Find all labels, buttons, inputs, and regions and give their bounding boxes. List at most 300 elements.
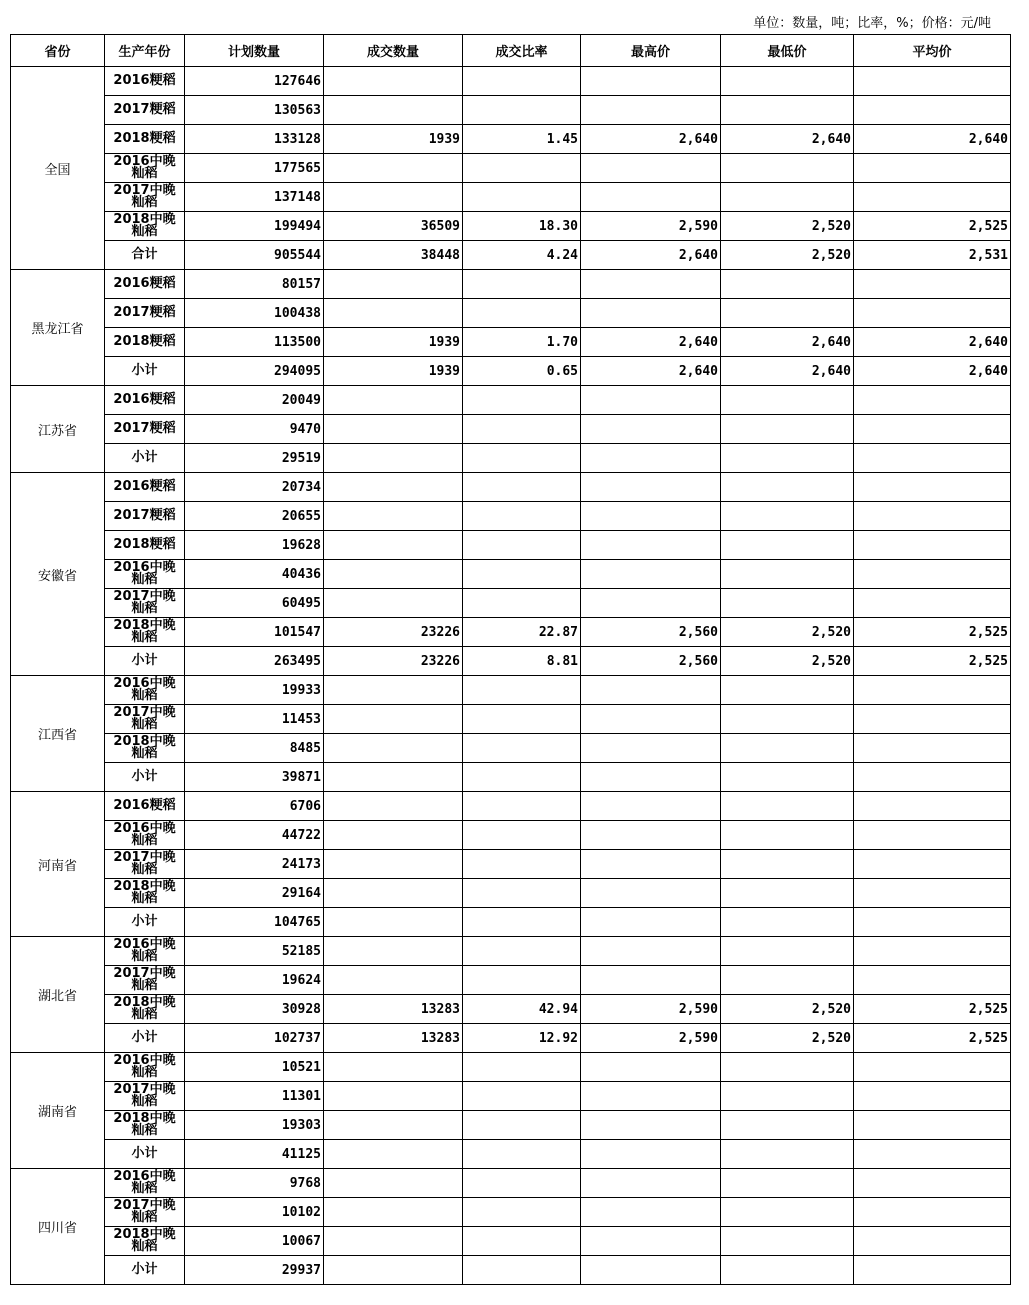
avg-cell bbox=[854, 705, 1011, 734]
min-cell bbox=[721, 879, 854, 908]
year-cell: 小计 bbox=[105, 444, 185, 473]
max-cell bbox=[581, 1053, 721, 1082]
max-cell bbox=[581, 734, 721, 763]
avg-cell bbox=[854, 734, 1011, 763]
plan-cell: 263495 bbox=[185, 647, 324, 676]
province-cell: 黑龙江省 bbox=[11, 270, 105, 386]
max-cell bbox=[581, 473, 721, 502]
vol-cell bbox=[324, 1198, 463, 1227]
table-row bbox=[11, 473, 1011, 502]
ratio-cell bbox=[463, 415, 581, 444]
max-cell bbox=[581, 879, 721, 908]
ratio-cell bbox=[463, 96, 581, 125]
table-row bbox=[11, 879, 1011, 908]
ratio-cell bbox=[463, 154, 581, 183]
vol-cell bbox=[324, 1256, 463, 1285]
table-row bbox=[11, 67, 1011, 96]
plan-cell: 10521 bbox=[185, 1053, 324, 1082]
vol-cell bbox=[324, 444, 463, 473]
vol-cell bbox=[324, 560, 463, 589]
max-cell bbox=[581, 1111, 721, 1140]
table-row bbox=[11, 676, 1011, 705]
min-cell: 2,520 bbox=[721, 995, 854, 1024]
vol-cell bbox=[324, 299, 463, 328]
plan-cell: 9768 bbox=[185, 1169, 324, 1198]
year-cell: 2016中晚籼稻 bbox=[105, 1169, 185, 1198]
ratio-cell: 42.94 bbox=[463, 995, 581, 1024]
avg-cell bbox=[854, 67, 1011, 96]
vol-cell bbox=[324, 763, 463, 792]
ratio-cell bbox=[463, 821, 581, 850]
max-cell bbox=[581, 444, 721, 473]
max-cell bbox=[581, 67, 721, 96]
avg-cell bbox=[854, 821, 1011, 850]
avg-cell bbox=[854, 1111, 1011, 1140]
vol-cell: 1939 bbox=[324, 328, 463, 357]
avg-cell bbox=[854, 1053, 1011, 1082]
min-cell bbox=[721, 386, 854, 415]
vol-cell bbox=[324, 1169, 463, 1198]
max-cell bbox=[581, 386, 721, 415]
min-cell bbox=[721, 937, 854, 966]
table-body bbox=[11, 67, 1011, 1285]
plan-cell: 100438 bbox=[185, 299, 324, 328]
plan-cell: 41125 bbox=[185, 1140, 324, 1169]
ratio-cell bbox=[463, 531, 581, 560]
table-row bbox=[11, 821, 1011, 850]
plan-cell: 20049 bbox=[185, 386, 324, 415]
avg-cell bbox=[854, 444, 1011, 473]
avg-cell bbox=[854, 1256, 1011, 1285]
plan-cell: 905544 bbox=[185, 241, 324, 270]
avg-cell bbox=[854, 850, 1011, 879]
min-cell bbox=[721, 1198, 854, 1227]
year-cell: 2016粳稻 bbox=[105, 67, 185, 96]
table-row bbox=[11, 299, 1011, 328]
plan-cell: 137148 bbox=[185, 183, 324, 212]
min-cell bbox=[721, 444, 854, 473]
table-row bbox=[11, 241, 1011, 270]
avg-cell bbox=[854, 879, 1011, 908]
avg-cell bbox=[854, 560, 1011, 589]
max-cell bbox=[581, 415, 721, 444]
avg-cell bbox=[854, 415, 1011, 444]
plan-cell: 133128 bbox=[185, 125, 324, 154]
plan-cell: 11453 bbox=[185, 705, 324, 734]
min-cell bbox=[721, 966, 854, 995]
min-cell bbox=[721, 183, 854, 212]
table-row bbox=[11, 618, 1011, 647]
plan-cell: 294095 bbox=[185, 357, 324, 386]
plan-cell: 113500 bbox=[185, 328, 324, 357]
header-year: 生产年份 bbox=[105, 35, 185, 67]
avg-cell: 2,640 bbox=[854, 357, 1011, 386]
min-cell bbox=[721, 705, 854, 734]
year-cell: 2017粳稻 bbox=[105, 415, 185, 444]
vol-cell bbox=[324, 270, 463, 299]
table-row bbox=[11, 763, 1011, 792]
table-row bbox=[11, 1111, 1011, 1140]
max-cell bbox=[581, 560, 721, 589]
max-cell bbox=[581, 1256, 721, 1285]
header-deal-ratio: 成交比率 bbox=[463, 35, 581, 67]
year-cell: 2018粳稻 bbox=[105, 531, 185, 560]
ratio-cell bbox=[463, 444, 581, 473]
vol-cell bbox=[324, 415, 463, 444]
min-cell bbox=[721, 1227, 854, 1256]
avg-cell bbox=[854, 154, 1011, 183]
min-cell bbox=[721, 763, 854, 792]
ratio-cell: 1.70 bbox=[463, 328, 581, 357]
year-cell: 2017中晚籼稻 bbox=[105, 966, 185, 995]
max-cell: 2,640 bbox=[581, 328, 721, 357]
table-row bbox=[11, 589, 1011, 618]
min-cell bbox=[721, 850, 854, 879]
ratio-cell bbox=[463, 879, 581, 908]
avg-cell bbox=[854, 676, 1011, 705]
min-cell bbox=[721, 270, 854, 299]
min-cell: 2,520 bbox=[721, 241, 854, 270]
min-cell: 2,640 bbox=[721, 328, 854, 357]
table-row bbox=[11, 908, 1011, 937]
vol-cell bbox=[324, 473, 463, 502]
plan-cell: 9470 bbox=[185, 415, 324, 444]
header-avg-price: 平均价 bbox=[854, 35, 1011, 67]
year-cell: 2018中晚籼稻 bbox=[105, 212, 185, 241]
province-cell: 河南省 bbox=[11, 792, 105, 937]
ratio-cell bbox=[463, 1169, 581, 1198]
ratio-cell bbox=[463, 734, 581, 763]
plan-cell: 29164 bbox=[185, 879, 324, 908]
min-cell bbox=[721, 734, 854, 763]
max-cell bbox=[581, 676, 721, 705]
table-row bbox=[11, 1140, 1011, 1169]
avg-cell bbox=[854, 531, 1011, 560]
ratio-cell: 12.92 bbox=[463, 1024, 581, 1053]
table-row bbox=[11, 995, 1011, 1024]
vol-cell bbox=[324, 937, 463, 966]
plan-cell: 19303 bbox=[185, 1111, 324, 1140]
year-cell: 小计 bbox=[105, 1024, 185, 1053]
auction-results-table bbox=[10, 34, 1011, 1285]
avg-cell bbox=[854, 1082, 1011, 1111]
table-row bbox=[11, 531, 1011, 560]
min-cell bbox=[721, 821, 854, 850]
plan-cell: 29519 bbox=[185, 444, 324, 473]
vol-cell bbox=[324, 1227, 463, 1256]
max-cell: 2,590 bbox=[581, 212, 721, 241]
max-cell bbox=[581, 937, 721, 966]
table-row bbox=[11, 560, 1011, 589]
year-cell: 2018粳稻 bbox=[105, 328, 185, 357]
ratio-cell bbox=[463, 763, 581, 792]
plan-cell: 104765 bbox=[185, 908, 324, 937]
table-row bbox=[11, 1198, 1011, 1227]
plan-cell: 40436 bbox=[185, 560, 324, 589]
vol-cell bbox=[324, 531, 463, 560]
plan-cell: 39871 bbox=[185, 763, 324, 792]
max-cell: 2,590 bbox=[581, 1024, 721, 1053]
min-cell bbox=[721, 1169, 854, 1198]
table-row bbox=[11, 966, 1011, 995]
plan-cell: 127646 bbox=[185, 67, 324, 96]
table-row bbox=[11, 154, 1011, 183]
plan-cell: 52185 bbox=[185, 937, 324, 966]
table-row bbox=[11, 1024, 1011, 1053]
ratio-cell bbox=[463, 705, 581, 734]
max-cell bbox=[581, 1082, 721, 1111]
table-row bbox=[11, 502, 1011, 531]
ratio-cell bbox=[463, 1053, 581, 1082]
province-cell: 湖南省 bbox=[11, 1053, 105, 1169]
year-cell: 小计 bbox=[105, 357, 185, 386]
ratio-cell bbox=[463, 270, 581, 299]
ratio-cell bbox=[463, 1256, 581, 1285]
max-cell: 2,590 bbox=[581, 995, 721, 1024]
ratio-cell bbox=[463, 850, 581, 879]
vol-cell bbox=[324, 705, 463, 734]
avg-cell bbox=[854, 386, 1011, 415]
province-cell: 全国 bbox=[11, 67, 105, 270]
vol-cell bbox=[324, 67, 463, 96]
avg-cell bbox=[854, 299, 1011, 328]
table-row bbox=[11, 212, 1011, 241]
min-cell: 2,640 bbox=[721, 125, 854, 154]
vol-cell: 36509 bbox=[324, 212, 463, 241]
vol-cell: 1939 bbox=[324, 125, 463, 154]
table-row bbox=[11, 444, 1011, 473]
plan-cell: 19628 bbox=[185, 531, 324, 560]
header-province: 省份 bbox=[11, 35, 105, 67]
min-cell bbox=[721, 67, 854, 96]
min-cell bbox=[721, 502, 854, 531]
vol-cell: 38448 bbox=[324, 241, 463, 270]
year-cell: 2018中晚籼稻 bbox=[105, 1227, 185, 1256]
avg-cell: 2,525 bbox=[854, 647, 1011, 676]
avg-cell bbox=[854, 1227, 1011, 1256]
avg-cell: 2,525 bbox=[854, 1024, 1011, 1053]
avg-cell bbox=[854, 473, 1011, 502]
min-cell bbox=[721, 676, 854, 705]
avg-cell bbox=[854, 183, 1011, 212]
year-cell: 小计 bbox=[105, 763, 185, 792]
year-cell: 2017中晚籼稻 bbox=[105, 1198, 185, 1227]
year-cell: 2016中晚籼稻 bbox=[105, 676, 185, 705]
vol-cell bbox=[324, 908, 463, 937]
plan-cell: 102737 bbox=[185, 1024, 324, 1053]
max-cell: 2,640 bbox=[581, 241, 721, 270]
table-row bbox=[11, 1256, 1011, 1285]
vol-cell: 23226 bbox=[324, 647, 463, 676]
year-cell: 小计 bbox=[105, 647, 185, 676]
year-cell: 小计 bbox=[105, 1140, 185, 1169]
min-cell bbox=[721, 908, 854, 937]
avg-cell bbox=[854, 270, 1011, 299]
min-cell bbox=[721, 589, 854, 618]
min-cell bbox=[721, 299, 854, 328]
vol-cell bbox=[324, 821, 463, 850]
vol-cell bbox=[324, 96, 463, 125]
avg-cell bbox=[854, 1169, 1011, 1198]
min-cell: 2,520 bbox=[721, 1024, 854, 1053]
plan-cell: 20655 bbox=[185, 502, 324, 531]
vol-cell: 1939 bbox=[324, 357, 463, 386]
vol-cell bbox=[324, 183, 463, 212]
min-cell bbox=[721, 473, 854, 502]
ratio-cell bbox=[463, 589, 581, 618]
min-cell bbox=[721, 154, 854, 183]
year-cell: 2018中晚籼稻 bbox=[105, 995, 185, 1024]
table-row bbox=[11, 1053, 1011, 1082]
plan-cell: 30928 bbox=[185, 995, 324, 1024]
province-cell: 江西省 bbox=[11, 676, 105, 792]
year-cell: 2016中晚籼稻 bbox=[105, 821, 185, 850]
vol-cell bbox=[324, 386, 463, 415]
year-cell: 2017中晚籼稻 bbox=[105, 589, 185, 618]
vol-cell: 23226 bbox=[324, 618, 463, 647]
header-min-price: 最低价 bbox=[721, 35, 854, 67]
vol-cell bbox=[324, 792, 463, 821]
max-cell: 2,640 bbox=[581, 357, 721, 386]
max-cell bbox=[581, 589, 721, 618]
ratio-cell bbox=[463, 908, 581, 937]
max-cell bbox=[581, 763, 721, 792]
table-row bbox=[11, 1169, 1011, 1198]
province-cell: 湖北省 bbox=[11, 937, 105, 1053]
year-cell: 小计 bbox=[105, 1256, 185, 1285]
vol-cell: 13283 bbox=[324, 995, 463, 1024]
table-row bbox=[11, 125, 1011, 154]
min-cell bbox=[721, 1140, 854, 1169]
table-row bbox=[11, 734, 1011, 763]
year-cell: 2016粳稻 bbox=[105, 473, 185, 502]
ratio-cell bbox=[463, 560, 581, 589]
table-row bbox=[11, 96, 1011, 125]
table-row bbox=[11, 415, 1011, 444]
ratio-cell bbox=[463, 1227, 581, 1256]
plan-cell: 177565 bbox=[185, 154, 324, 183]
plan-cell: 6706 bbox=[185, 792, 324, 821]
max-cell bbox=[581, 966, 721, 995]
max-cell bbox=[581, 1169, 721, 1198]
min-cell bbox=[721, 96, 854, 125]
ratio-cell bbox=[463, 937, 581, 966]
avg-cell bbox=[854, 1140, 1011, 1169]
year-cell: 2016粳稻 bbox=[105, 386, 185, 415]
ratio-cell bbox=[463, 1198, 581, 1227]
year-cell: 2018中晚籼稻 bbox=[105, 879, 185, 908]
year-cell: 2018中晚籼稻 bbox=[105, 734, 185, 763]
table-row bbox=[11, 386, 1011, 415]
table-row bbox=[11, 1227, 1011, 1256]
max-cell bbox=[581, 705, 721, 734]
year-cell: 2016粳稻 bbox=[105, 270, 185, 299]
year-cell: 2018中晚籼稻 bbox=[105, 618, 185, 647]
avg-cell: 2,531 bbox=[854, 241, 1011, 270]
ratio-cell bbox=[463, 676, 581, 705]
unit-note: 单位：数量，吨；比率，%；价格：元/吨 bbox=[753, 16, 991, 31]
vol-cell bbox=[324, 676, 463, 705]
avg-cell bbox=[854, 763, 1011, 792]
avg-cell bbox=[854, 937, 1011, 966]
vol-cell bbox=[324, 1140, 463, 1169]
ratio-cell bbox=[463, 67, 581, 96]
ratio-cell bbox=[463, 502, 581, 531]
year-cell: 合计 bbox=[105, 241, 185, 270]
province-cell: 四川省 bbox=[11, 1169, 105, 1285]
max-cell bbox=[581, 908, 721, 937]
plan-cell: 19933 bbox=[185, 676, 324, 705]
vol-cell bbox=[324, 1111, 463, 1140]
table-row bbox=[11, 1082, 1011, 1111]
ratio-cell: 4.24 bbox=[463, 241, 581, 270]
table-row bbox=[11, 328, 1011, 357]
table-row bbox=[11, 357, 1011, 386]
max-cell bbox=[581, 96, 721, 125]
table-row bbox=[11, 183, 1011, 212]
avg-cell bbox=[854, 502, 1011, 531]
year-cell: 2017粳稻 bbox=[105, 299, 185, 328]
max-cell bbox=[581, 850, 721, 879]
ratio-cell: 8.81 bbox=[463, 647, 581, 676]
max-cell bbox=[581, 1198, 721, 1227]
plan-cell: 130563 bbox=[185, 96, 324, 125]
vol-cell bbox=[324, 966, 463, 995]
avg-cell bbox=[854, 908, 1011, 937]
plan-cell: 24173 bbox=[185, 850, 324, 879]
plan-cell: 199494 bbox=[185, 212, 324, 241]
year-cell: 小计 bbox=[105, 908, 185, 937]
max-cell bbox=[581, 270, 721, 299]
province-cell: 江苏省 bbox=[11, 386, 105, 473]
min-cell bbox=[721, 1053, 854, 1082]
ratio-cell: 22.87 bbox=[463, 618, 581, 647]
plan-cell: 11301 bbox=[185, 1082, 324, 1111]
ratio-cell: 1.45 bbox=[463, 125, 581, 154]
min-cell bbox=[721, 531, 854, 560]
year-cell: 2017粳稻 bbox=[105, 502, 185, 531]
ratio-cell: 0.65 bbox=[463, 357, 581, 386]
ratio-cell bbox=[463, 473, 581, 502]
min-cell: 2,520 bbox=[721, 212, 854, 241]
avg-cell: 2,640 bbox=[854, 125, 1011, 154]
plan-cell: 8485 bbox=[185, 734, 324, 763]
max-cell bbox=[581, 299, 721, 328]
header-plan-quantity: 计划数量 bbox=[185, 35, 324, 67]
table-row bbox=[11, 792, 1011, 821]
vol-cell bbox=[324, 879, 463, 908]
vol-cell bbox=[324, 1082, 463, 1111]
max-cell bbox=[581, 531, 721, 560]
vol-cell bbox=[324, 589, 463, 618]
vol-cell: 13283 bbox=[324, 1024, 463, 1053]
max-cell bbox=[581, 183, 721, 212]
avg-cell: 2,640 bbox=[854, 328, 1011, 357]
min-cell bbox=[721, 415, 854, 444]
province-cell: 安徽省 bbox=[11, 473, 105, 676]
year-cell: 2017中晚籼稻 bbox=[105, 850, 185, 879]
max-cell: 2,640 bbox=[581, 125, 721, 154]
max-cell bbox=[581, 821, 721, 850]
max-cell: 2,560 bbox=[581, 647, 721, 676]
max-cell bbox=[581, 792, 721, 821]
table-row bbox=[11, 850, 1011, 879]
plan-cell: 10067 bbox=[185, 1227, 324, 1256]
year-cell: 2018粳稻 bbox=[105, 125, 185, 154]
max-cell bbox=[581, 1140, 721, 1169]
vol-cell bbox=[324, 154, 463, 183]
header-max-price: 最高价 bbox=[581, 35, 721, 67]
